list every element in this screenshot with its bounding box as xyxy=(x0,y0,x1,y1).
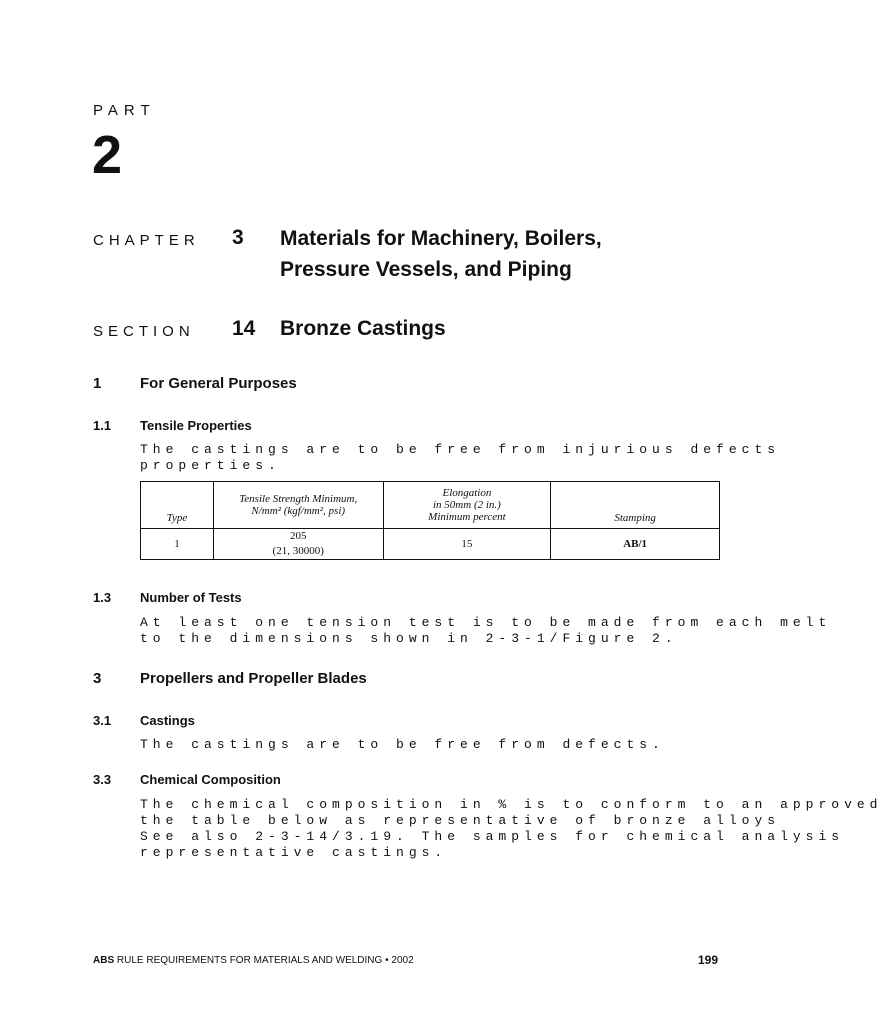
cell-tensile-line: (21, 30000) xyxy=(272,545,324,557)
paragraph-line: The castings are to be free from injurious defects xyxy=(140,442,781,457)
chapter-title-line: Pressure Vessels, and Piping xyxy=(280,258,572,281)
footer-year: 2002 xyxy=(391,955,414,966)
tensile-properties-table xyxy=(140,481,720,560)
cell-tensile-line: 205 xyxy=(289,530,307,542)
paragraph-line: to the dimensions shown in 2-3-1/Figure 2. xyxy=(140,631,678,646)
header-tensile-line: N/mm² (kgf/mm², psi) xyxy=(251,505,346,517)
chapter-label: CHAPTER xyxy=(93,232,200,249)
part-number: 2 xyxy=(92,125,123,185)
subheading-number: 3.3 xyxy=(93,772,112,787)
paragraph-line: The castings are to be free from defects. xyxy=(140,737,665,752)
subheading-title: Castings xyxy=(140,713,195,728)
header-tensile-line: Tensile Strength Minimum, xyxy=(239,493,358,505)
cell-stamping: AB/1 xyxy=(551,529,720,560)
section-number: 14 xyxy=(232,317,256,340)
subheading-number: 1.1 xyxy=(93,418,112,433)
part-label: PART xyxy=(93,102,156,119)
subheading-number: 3.1 xyxy=(93,713,112,728)
chapter-number: 3 xyxy=(232,226,244,249)
header-tensile xyxy=(213,482,383,529)
subheading-number: 1.3 xyxy=(93,590,112,605)
page-number: 199 xyxy=(698,953,719,967)
paragraph xyxy=(140,442,781,474)
subheading-title: Number of Tests xyxy=(140,590,242,605)
paragraph-line: At least one tension test is to be made from each melt xyxy=(140,615,832,630)
heading-title: Propellers and Propeller Blades xyxy=(140,670,367,687)
footer-separator: • xyxy=(385,955,389,966)
paragraph-line: The chemical composition in % is to conform to an approved xyxy=(140,797,882,812)
footer-brand: ABS xyxy=(93,955,115,966)
paragraph xyxy=(140,615,832,647)
header-elongation-line: Elongation xyxy=(442,487,492,499)
section-label: SECTION xyxy=(93,323,195,340)
chapter-title xyxy=(280,223,602,285)
cell-elongation: 15 xyxy=(383,529,551,560)
footer-text: RULE REQUIREMENTS FOR MATERIALS AND WELDING xyxy=(116,955,383,966)
cell-type: 1 xyxy=(141,529,214,560)
heading-number: 1 xyxy=(93,375,102,392)
paragraph-line: properties. xyxy=(140,458,281,473)
header-elongation-line: in 50mm (2 in.) xyxy=(433,499,501,511)
heading-number: 3 xyxy=(93,670,102,687)
header-elongation xyxy=(383,482,551,529)
chapter-title-line: Materials for Machinery, Boilers, xyxy=(280,227,602,250)
page-footer xyxy=(93,955,414,966)
subheading-title: Chemical Composition xyxy=(140,772,281,787)
paragraph-line: the table below as representative of bronze alloys xyxy=(140,813,781,828)
paragraph-line: representative castings. xyxy=(140,845,448,860)
subheading-title: Tensile Properties xyxy=(140,418,252,433)
cell-tensile xyxy=(213,529,383,560)
heading-title: For General Purposes xyxy=(140,375,297,392)
table-header-row xyxy=(141,482,720,529)
header-stamping: Stamping xyxy=(551,482,720,529)
table-row xyxy=(141,529,720,560)
paragraph xyxy=(140,737,768,753)
paragraph xyxy=(140,797,882,861)
paragraph-line: See also 2-3-14/3.19. The samples for chemical analysis xyxy=(140,829,845,844)
header-type: Type xyxy=(141,482,214,529)
header-elongation-line: Minimum percent xyxy=(428,511,506,523)
section-title: Bronze Castings xyxy=(280,317,446,340)
